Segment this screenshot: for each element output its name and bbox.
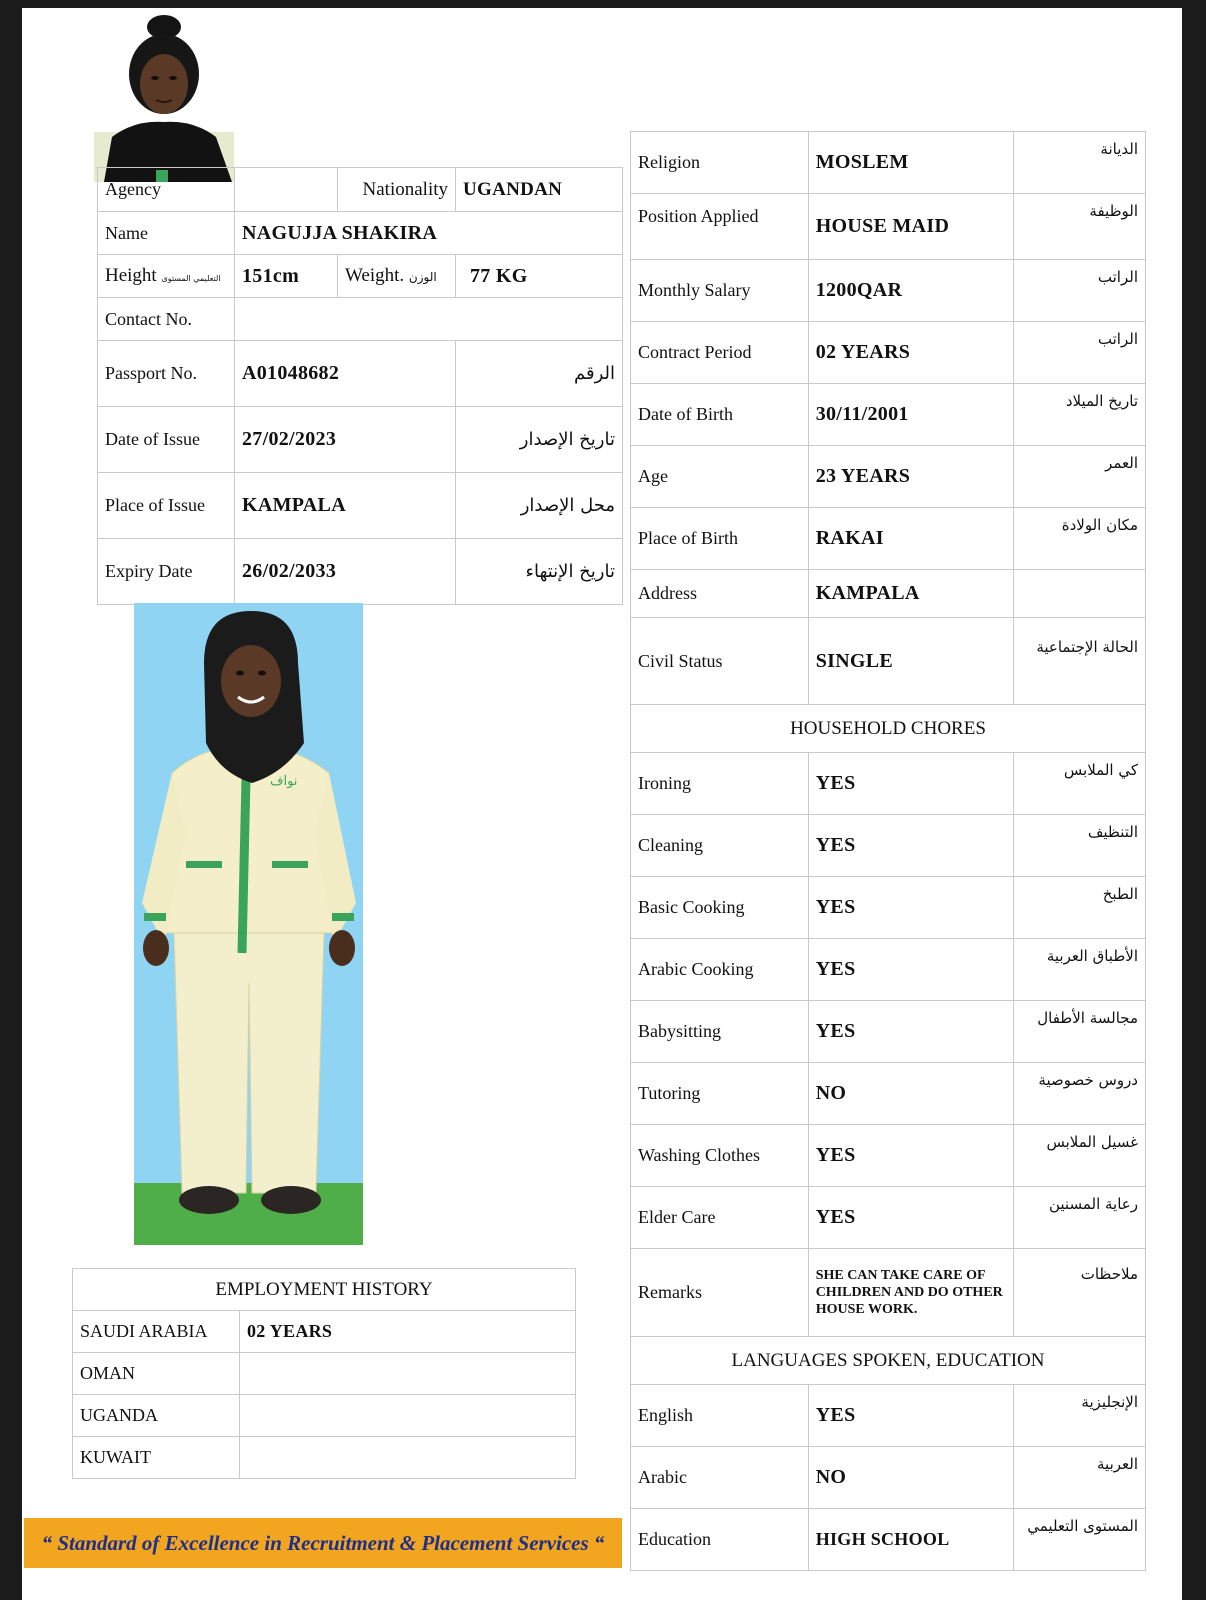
agency-slogan: “ Standard of Excellence in Recruitment & Placement Services “ [24, 1518, 622, 1568]
employment-history-table [72, 1268, 576, 1479]
chore-label: Cleaning [631, 815, 809, 877]
chore-value: YES [808, 1125, 1014, 1187]
employment-period [240, 1353, 576, 1395]
issue-place-label-ar: محل الإصدار [456, 473, 623, 539]
contract-label-ar: الراتب [1014, 322, 1146, 384]
english-value: YES [808, 1385, 1014, 1447]
table-row [631, 1125, 1146, 1187]
contract-value: 02 YEARS [808, 322, 1014, 384]
expiry-label: Expiry Date [98, 539, 235, 605]
chore-value: YES [808, 1001, 1014, 1063]
contact-label: Contact No. [98, 298, 235, 341]
table-row [631, 877, 1146, 939]
address-value: KAMPALA [808, 570, 1014, 618]
employment-heading: EMPLOYMENT HISTORY [73, 1269, 576, 1311]
age-label: Age [631, 446, 809, 508]
chore-label: Babysitting [631, 1001, 809, 1063]
education-label-ar: المستوى التعليمي [1014, 1509, 1146, 1571]
name-value: NAGUJJA SHAKIRA [235, 212, 623, 255]
arabic-label: Arabic [631, 1447, 809, 1509]
weight-label: Weight. [345, 265, 405, 286]
religion-value: MOSLEM [808, 132, 1014, 194]
table-row [73, 1311, 576, 1353]
table-row [73, 1395, 576, 1437]
salary-value: 1200QAR [808, 260, 1014, 322]
chore-value: YES [808, 753, 1014, 815]
window-border-left [0, 0, 22, 1600]
chore-label-ar: رعاية المسنين [1014, 1187, 1146, 1249]
chore-label-ar: دروس خصوصية [1014, 1063, 1146, 1125]
chore-label-ar: التنظيف [1014, 815, 1146, 877]
salary-label: Monthly Salary [631, 260, 809, 322]
chore-label: Ironing [631, 753, 809, 815]
salary-label-ar: الراتب [1014, 260, 1146, 322]
household-chores-heading: HOUSEHOLD CHORES [631, 705, 1146, 753]
personal-info-table [97, 167, 623, 605]
chore-label-ar: غسيل الملابس [1014, 1125, 1146, 1187]
remarks-label-ar: ملاحظات [1014, 1249, 1146, 1337]
full-body-photo [134, 603, 363, 1245]
dob-label: Date of Birth [631, 384, 809, 446]
name-label: Name [98, 212, 235, 255]
nationality-value: UGANDAN [456, 168, 623, 212]
employment-country: OMAN [73, 1353, 240, 1395]
employment-country: SAUDI ARABIA [73, 1311, 240, 1353]
table-row [73, 1437, 576, 1479]
passport-label: Passport No. [98, 341, 235, 407]
chore-value: YES [808, 1187, 1014, 1249]
religion-label-ar: الديانة [1014, 132, 1146, 194]
address-label: Address [631, 570, 809, 618]
passport-label-ar: الرقم [456, 341, 623, 407]
civil-value: SINGLE [808, 618, 1014, 705]
pob-label-ar: مكان الولادة [1014, 508, 1146, 570]
pob-value: RAKAI [808, 508, 1014, 570]
position-value: HOUSE MAID [808, 194, 1014, 260]
education-value: HIGH SCHOOL [808, 1509, 1014, 1571]
arabic-label-ar: العربية [1014, 1447, 1146, 1509]
agency-label: Agency [98, 168, 235, 212]
chore-value: YES [808, 939, 1014, 1001]
table-row [73, 1353, 576, 1395]
job-details-table [630, 131, 1146, 1571]
table-row [631, 939, 1146, 1001]
issue-date-label-ar: تاريخ الإصدار [456, 407, 623, 473]
issue-place-label: Place of Issue [98, 473, 235, 539]
table-row [631, 815, 1146, 877]
chore-label-ar: كي الملابس [1014, 753, 1146, 815]
chore-label-ar: الطبخ [1014, 877, 1146, 939]
chore-label: Basic Cooking [631, 877, 809, 939]
uniform-logo-text: نواف [270, 774, 298, 789]
age-label-ar: العمر [1014, 446, 1146, 508]
issue-date-label: Date of Issue [98, 407, 235, 473]
dob-value: 30/11/2001 [808, 384, 1014, 446]
issue-place-value: KAMPALA [235, 473, 456, 539]
chore-value: YES [808, 815, 1014, 877]
remarks-label: Remarks [631, 1249, 809, 1337]
expiry-label-ar: تاريخ الإنتهاء [456, 539, 623, 605]
civil-label: Civil Status [631, 618, 809, 705]
weight-label-cell [338, 255, 456, 298]
arabic-value: NO [808, 1447, 1014, 1509]
window-border-top [0, 0, 1206, 8]
chore-label-ar: الأطباق العربية [1014, 939, 1146, 1001]
passport-value: A01048682 [235, 341, 456, 407]
window-border-right [1182, 0, 1206, 1600]
employment-country: UGANDA [73, 1395, 240, 1437]
pob-label: Place of Birth [631, 508, 809, 570]
education-label: Education [631, 1509, 809, 1571]
position-label: Position Applied [631, 194, 809, 260]
table-row [631, 753, 1146, 815]
remarks-value: SHE CAN TAKE CARE OF CHILDREN AND DO OTHER HOUSE WORK. [808, 1249, 1014, 1337]
employment-period: 02 YEARS [240, 1311, 576, 1353]
chore-label: Arabic Cooking [631, 939, 809, 1001]
employment-country: KUWAIT [73, 1437, 240, 1479]
age-value: 23 YEARS [808, 446, 1014, 508]
table-row [631, 1063, 1146, 1125]
table-row [631, 1001, 1146, 1063]
contract-label: Contract Period [631, 322, 809, 384]
civil-label-ar: الحالة الإجتماعية [1014, 618, 1146, 705]
nationality-label: Nationality [338, 168, 456, 212]
expiry-value: 26/02/2033 [235, 539, 456, 605]
headshot-photo [94, 12, 234, 182]
chore-label: Elder Care [631, 1187, 809, 1249]
english-label: English [631, 1385, 809, 1447]
issue-date-value: 27/02/2023 [235, 407, 456, 473]
chore-value: NO [808, 1063, 1014, 1125]
chore-label-ar: مجالسة الأطفال [1014, 1001, 1146, 1063]
weight-label-ar: الوزن [408, 270, 437, 284]
position-label-ar: الوظيفة [1014, 194, 1146, 260]
height-label-ar: التعليمي المستوى [161, 274, 221, 283]
height-label-cell [98, 255, 235, 298]
chore-label: Washing Clothes [631, 1125, 809, 1187]
weight-value: 77 KG [456, 255, 623, 298]
agency-value [235, 168, 338, 212]
english-label-ar: الإنجليزية [1014, 1385, 1146, 1447]
employment-period [240, 1395, 576, 1437]
address-label-ar [1014, 570, 1146, 618]
languages-heading: LANGUAGES SPOKEN, EDUCATION [631, 1337, 1146, 1385]
employment-period [240, 1437, 576, 1479]
table-row [631, 1187, 1146, 1249]
dob-label-ar: تاريخ الميلاد [1014, 384, 1146, 446]
chore-label: Tutoring [631, 1063, 809, 1125]
contact-value [235, 298, 623, 341]
chore-value: YES [808, 877, 1014, 939]
religion-label: Religion [631, 132, 809, 194]
height-label: Height [105, 265, 157, 286]
height-value: 151cm [235, 255, 338, 298]
